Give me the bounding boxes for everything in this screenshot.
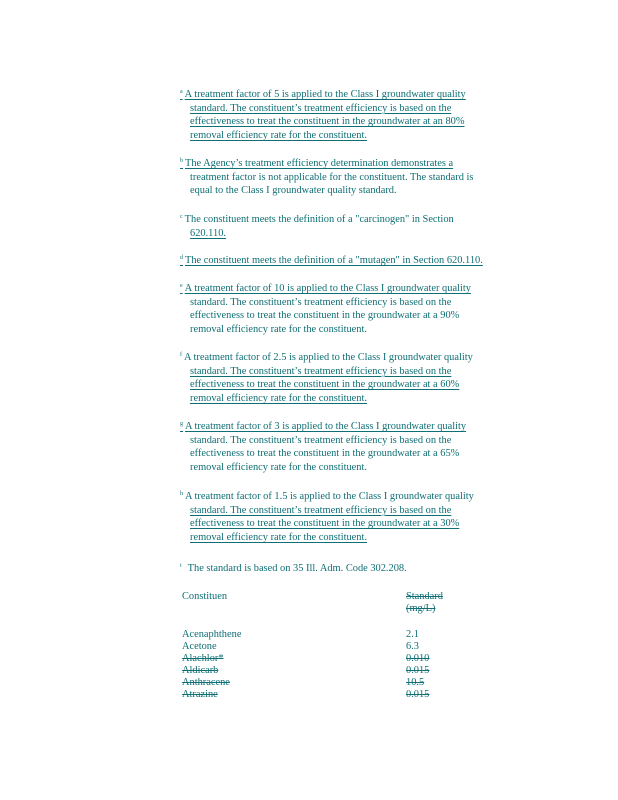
standard-value: 0.015 [406, 689, 430, 700]
footnote-mark: f [180, 352, 182, 358]
footnote-mark: h [180, 491, 183, 497]
footnote-h [180, 490, 540, 544]
table-row [182, 665, 482, 677]
footnote-line: The constituent meets the definition of a "carcinogen" in Section [184, 214, 454, 225]
standards-table [182, 591, 482, 701]
footnote-g [180, 420, 540, 474]
footnote-line: removal efficiency rate for the constituent. [190, 129, 367, 141]
footnote-e [180, 282, 540, 336]
footnote-line: removal efficiency rate for the constituent. [190, 323, 367, 335]
footnote-line: removal efficiency rate for the constituent. [190, 461, 367, 473]
column-header-standard: Standard [406, 591, 443, 602]
standard-value: 2.1 [406, 629, 419, 640]
footnote-line: The Agency’s treatment efficiency determination demonstrates a [185, 158, 454, 169]
footnote-line: A treatment factor of 5 is applied to the Class I groundwater quality [184, 89, 466, 100]
footnote-line: removal efficiency rate for the constituent. [190, 392, 367, 404]
constituent-name: Aldicarb [182, 665, 219, 676]
table-row [182, 653, 482, 665]
footnote-line: effectiveness to treat the constituent in the groundwater at an 80% [190, 116, 465, 128]
column-header-constituent: Constituen [182, 591, 228, 602]
constituent-name: Alachlor* [182, 653, 224, 664]
table-row [182, 641, 482, 653]
footnote-line: effectiveness to treat the constituent in the groundwater at a 90% [190, 310, 460, 322]
footnote-mark: d [180, 255, 183, 261]
footnote-line: The constituent meets the definition of a "mutagen" in Section 620.110. [185, 255, 483, 266]
footnote-line: effectiveness to treat the constituent in the groundwater at a 30% [190, 518, 460, 530]
standard-value: 0.010 [406, 653, 430, 664]
table-header-row [182, 591, 482, 603]
footnote-d [180, 254, 540, 268]
table-header-row-2 [182, 603, 482, 615]
constituent-name: Acetone [182, 641, 217, 652]
footnote-line: A treatment factor of 2.5 is applied to the Class I groundwater quality [184, 352, 473, 363]
footnote-b [180, 157, 540, 198]
constituent-name: Anthracene [182, 677, 230, 688]
standard-value: 6.3 [406, 641, 419, 652]
table-row [182, 689, 482, 701]
footnote-mark: e [180, 283, 183, 289]
footnote-line: treatment factor is not applicable for the constituent. The standard is [190, 171, 474, 183]
footnote-line: standard. The constituent’s treatment efficiency is based on the [190, 504, 452, 516]
footnote-mark: a [180, 89, 183, 95]
footnote-line: standard. The constituent’s treatment efficiency is based on the [190, 296, 452, 308]
footnote-line: standard. The constituent’s treatment efficiency is based on the [190, 434, 452, 446]
table-row [182, 629, 482, 641]
footnote-line: The standard is based on 35 Ill. Adm. Code 302.208. [187, 563, 407, 574]
footnote-mark: i [180, 563, 182, 569]
footnote-mark: c [180, 214, 183, 220]
footnote-line: A treatment factor of 10 is applied to the Class I groundwater quality [184, 283, 471, 294]
standard-value: 0.015 [406, 665, 430, 676]
footnote-line: standard. The constituent’s treatment efficiency is based on the [190, 365, 452, 377]
footnote-line: removal efficiency rate for the constituent. [190, 531, 367, 543]
footnote-mark: g [180, 421, 183, 427]
constituent-name: Atrazine [182, 689, 218, 700]
standard-value: 10.5 [406, 677, 425, 688]
footnote-line: standard. The constituent’s treatment efficiency is based on the [190, 102, 452, 114]
footnote-c [180, 213, 540, 240]
footnote-line: A treatment factor of 3 is applied to the Class I groundwater quality [185, 421, 467, 432]
footnote-line: 620.110. [190, 227, 226, 239]
footnote-line: effectiveness to treat the constituent in the groundwater at a 65% [190, 448, 460, 460]
table-row [182, 677, 482, 689]
footnote-line: A treatment factor of 1.5 is applied to the Class I groundwater quality [185, 491, 474, 502]
constituent-name: Acenaphthene [182, 629, 242, 640]
footnote-f [180, 351, 540, 405]
footnote-i [180, 562, 540, 576]
footnote-mark: b [180, 158, 183, 164]
footnote-line: effectiveness to treat the constituent in the groundwater at a 60% [190, 379, 460, 391]
footnote-a [180, 88, 540, 142]
footnote-line: equal to the Class I groundwater quality standard. [190, 185, 397, 197]
column-header-units: (mg/L) [406, 603, 436, 614]
